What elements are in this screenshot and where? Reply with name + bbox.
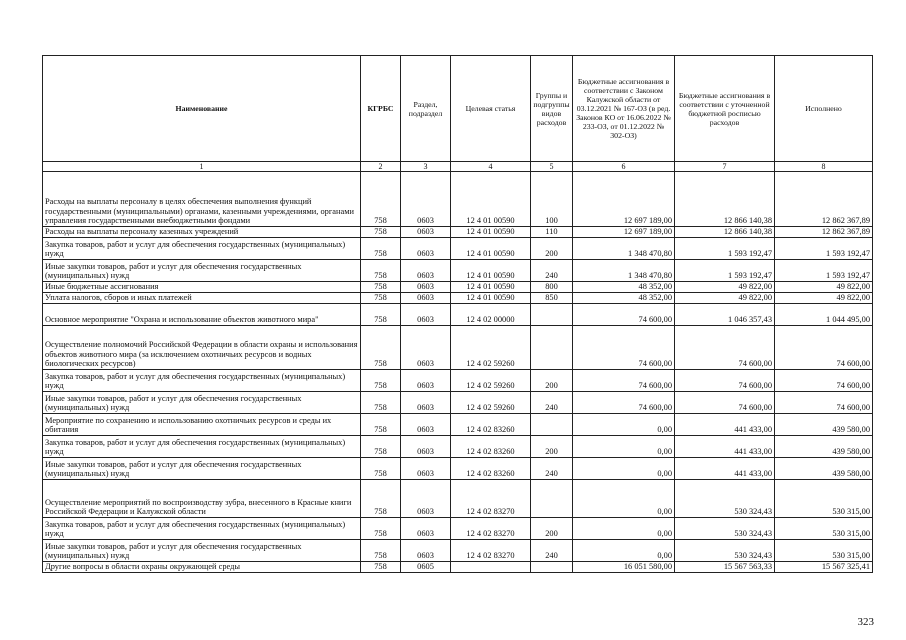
column-number-row (43, 162, 873, 172)
row-refined: 74 600,00 (675, 392, 775, 414)
column-number: 1 (43, 162, 361, 172)
row-executed: 74 600,00 (775, 326, 873, 370)
row-kgrbs: 758 (361, 293, 401, 304)
row-name: Иные закупки товаров, работ и услуг для обеспечения государственных (муниципальных) нужд (43, 260, 361, 282)
row-kgrbs: 758 (361, 172, 401, 227)
column-number: 8 (775, 162, 873, 172)
row-refined: 530 324,43 (675, 480, 775, 518)
row-refined: 12 866 140,38 (675, 172, 775, 227)
table-row (43, 293, 873, 304)
row-executed: 439 580,00 (775, 458, 873, 480)
row-target: 12 4 02 83260 (451, 436, 531, 458)
row-refined: 1 593 192,47 (675, 260, 775, 282)
column-number: 6 (573, 162, 675, 172)
row-target: 12 4 01 00590 (451, 238, 531, 260)
column-number: 5 (531, 162, 573, 172)
header-executed: Исполнено (775, 56, 873, 162)
row-approved: 74 600,00 (573, 392, 675, 414)
row-group (531, 480, 573, 518)
row-refined: 49 822,00 (675, 282, 775, 293)
row-kgrbs: 758 (361, 436, 401, 458)
row-executed: 530 315,00 (775, 480, 873, 518)
table-row (43, 260, 873, 282)
row-name: Осуществление полномочий Российской Федерации в области охраны и использования объектов животного мира (за исключением охотничьих ресурсов и водных биологических ресурсов) (43, 326, 361, 370)
row-approved: 12 697 189,00 (573, 227, 675, 238)
row-refined: 530 324,43 (675, 518, 775, 540)
row-executed: 1 593 192,47 (775, 260, 873, 282)
row-group: 200 (531, 518, 573, 540)
row-name: Закупка товаров, работ и услуг для обеспечения государственных (муниципальных) нужд (43, 518, 361, 540)
page-number: 323 (857, 616, 874, 628)
row-group: 200 (531, 370, 573, 392)
row-section: 0603 (401, 293, 451, 304)
table-row (43, 436, 873, 458)
row-approved: 0,00 (573, 414, 675, 436)
row-group: 200 (531, 238, 573, 260)
table-row (43, 304, 873, 326)
row-name: Иные закупки товаров, работ и услуг для обеспечения государственных (муниципальных) нужд (43, 540, 361, 562)
row-kgrbs: 758 (361, 562, 401, 573)
row-target: 12 4 02 59260 (451, 370, 531, 392)
row-name: Мероприятие по сохранению и использованию охотничьих ресурсов и среды их обитания (43, 414, 361, 436)
row-approved: 1 348 470,80 (573, 238, 675, 260)
table-row (43, 392, 873, 414)
row-executed: 1 044 495,00 (775, 304, 873, 326)
row-executed: 15 567 325,41 (775, 562, 873, 573)
row-kgrbs: 758 (361, 282, 401, 293)
column-number: 7 (675, 162, 775, 172)
row-section: 0605 (401, 562, 451, 573)
row-target: 12 4 01 00590 (451, 282, 531, 293)
header-refined: Бюджетные ассигнования в соответствии с уточненной бюджетной росписью расходов (675, 56, 775, 162)
row-name: Расходы на выплаты персоналу в целях обеспечения выполнения функций государственными (муниципальными) органами, казенными учреждениями, органами управления государственными внебюджетными фондами (43, 172, 361, 227)
row-target: 12 4 02 83270 (451, 480, 531, 518)
row-approved: 0,00 (573, 480, 675, 518)
row-approved: 0,00 (573, 458, 675, 480)
column-number: 3 (401, 162, 451, 172)
row-target: 12 4 02 83270 (451, 518, 531, 540)
row-section: 0603 (401, 540, 451, 562)
row-name: Закупка товаров, работ и услуг для обеспечения государственных (муниципальных) нужд (43, 370, 361, 392)
row-section: 0603 (401, 238, 451, 260)
row-executed: 49 822,00 (775, 282, 873, 293)
header-target: Целевая статья (451, 56, 531, 162)
row-group: 100 (531, 172, 573, 227)
row-section: 0603 (401, 480, 451, 518)
row-target: 12 4 01 00590 (451, 172, 531, 227)
row-name: Другие вопросы в области охраны окружающей среды (43, 562, 361, 573)
row-target: 12 4 01 00590 (451, 293, 531, 304)
row-approved: 0,00 (573, 518, 675, 540)
row-executed: 74 600,00 (775, 392, 873, 414)
row-kgrbs: 758 (361, 304, 401, 326)
row-section: 0603 (401, 282, 451, 293)
row-section: 0603 (401, 414, 451, 436)
row-refined: 1 046 357,43 (675, 304, 775, 326)
row-executed: 1 593 192,47 (775, 238, 873, 260)
table-row (43, 227, 873, 238)
row-approved: 1 348 470,80 (573, 260, 675, 282)
row-name: Закупка товаров, работ и услуг для обеспечения государственных (муниципальных) нужд (43, 238, 361, 260)
row-executed: 49 822,00 (775, 293, 873, 304)
table-row (43, 238, 873, 260)
row-target: 12 4 02 59260 (451, 326, 531, 370)
row-kgrbs: 758 (361, 392, 401, 414)
row-section: 0603 (401, 260, 451, 282)
row-section: 0603 (401, 458, 451, 480)
row-name: Расходы на выплаты персоналу казенных учреждений (43, 227, 361, 238)
row-section: 0603 (401, 172, 451, 227)
column-number: 4 (451, 162, 531, 172)
row-approved: 48 352,00 (573, 282, 675, 293)
row-approved: 0,00 (573, 540, 675, 562)
row-refined: 441 433,00 (675, 414, 775, 436)
row-name: Закупка товаров, работ и услуг для обеспечения государственных (муниципальных) нужд (43, 436, 361, 458)
row-kgrbs: 758 (361, 480, 401, 518)
row-name: Уплата налогов, сборов и иных платежей (43, 293, 361, 304)
row-kgrbs: 758 (361, 540, 401, 562)
row-executed: 12 862 367,89 (775, 227, 873, 238)
table-row (43, 562, 873, 573)
row-name: Основное мероприятие "Охрана и использование объектов животного мира" (43, 304, 361, 326)
table-row (43, 458, 873, 480)
row-section: 0603 (401, 518, 451, 540)
row-kgrbs: 758 (361, 238, 401, 260)
row-approved: 74 600,00 (573, 326, 675, 370)
row-section: 0603 (401, 370, 451, 392)
row-approved: 16 051 580,00 (573, 562, 675, 573)
row-approved: 48 352,00 (573, 293, 675, 304)
row-refined: 49 822,00 (675, 293, 775, 304)
row-target: 12 4 02 83260 (451, 458, 531, 480)
row-refined: 12 866 140,38 (675, 227, 775, 238)
table-row (43, 414, 873, 436)
row-group: 200 (531, 436, 573, 458)
row-group: 240 (531, 260, 573, 282)
row-refined: 530 324,43 (675, 540, 775, 562)
row-section: 0603 (401, 304, 451, 326)
table-body (43, 172, 873, 573)
row-target: 12 4 02 83270 (451, 540, 531, 562)
table-row (43, 518, 873, 540)
row-name: Иные бюджетные ассигнования (43, 282, 361, 293)
header-row (43, 56, 873, 162)
table-row (43, 172, 873, 227)
table-row (43, 370, 873, 392)
row-executed: 439 580,00 (775, 436, 873, 458)
row-refined: 74 600,00 (675, 370, 775, 392)
row-approved: 74 600,00 (573, 370, 675, 392)
row-executed: 12 862 367,89 (775, 172, 873, 227)
row-target: 12 4 01 00590 (451, 260, 531, 282)
header-approved: Бюджетные ассигнования в соответствии с Законом Калужской области от 03.12.2021 № 167-ОЗ (в ред. Законов КО от 16.06.2022 № 233-ОЗ, от 01.12.2022 № 302-ОЗ) (573, 56, 675, 162)
row-refined: 15 567 563,33 (675, 562, 775, 573)
row-executed: 74 600,00 (775, 370, 873, 392)
row-approved: 74 600,00 (573, 304, 675, 326)
row-target: 12 4 02 59260 (451, 392, 531, 414)
row-kgrbs: 758 (361, 227, 401, 238)
row-group: 850 (531, 293, 573, 304)
row-kgrbs: 758 (361, 518, 401, 540)
row-group (531, 304, 573, 326)
row-section: 0603 (401, 392, 451, 414)
header-name: Наименование (43, 56, 361, 162)
row-kgrbs: 758 (361, 326, 401, 370)
row-refined: 441 433,00 (675, 436, 775, 458)
row-name: Иные закупки товаров, работ и услуг для обеспечения государственных (муниципальных) нужд (43, 458, 361, 480)
table-row (43, 540, 873, 562)
row-name: Осуществление мероприятий по воспроизводству зубра, внесенного в Красные книги Российской Федерации и Калужской области (43, 480, 361, 518)
table-row (43, 480, 873, 518)
row-kgrbs: 758 (361, 260, 401, 282)
row-group: 110 (531, 227, 573, 238)
table-row (43, 282, 873, 293)
row-refined: 441 433,00 (675, 458, 775, 480)
row-group (531, 326, 573, 370)
column-number: 2 (361, 162, 401, 172)
row-target: 12 4 01 00590 (451, 227, 531, 238)
header-groups: Группы и подгруппы видов расходов (531, 56, 573, 162)
row-group: 240 (531, 458, 573, 480)
row-group (531, 562, 573, 573)
row-section: 0603 (401, 436, 451, 458)
row-executed: 439 580,00 (775, 414, 873, 436)
row-target: 12 4 02 83260 (451, 414, 531, 436)
row-target (451, 562, 531, 573)
row-approved: 12 697 189,00 (573, 172, 675, 227)
row-kgrbs: 758 (361, 370, 401, 392)
row-group (531, 414, 573, 436)
header-kgrbs: КГРБС (361, 56, 401, 162)
row-group: 240 (531, 540, 573, 562)
row-section: 0603 (401, 227, 451, 238)
row-target: 12 4 02 00000 (451, 304, 531, 326)
row-refined: 1 593 192,47 (675, 238, 775, 260)
row-kgrbs: 758 (361, 414, 401, 436)
row-section: 0603 (401, 326, 451, 370)
row-name: Иные закупки товаров, работ и услуг для обеспечения государственных (муниципальных) нужд (43, 392, 361, 414)
header-section: Раздел, подраздел (401, 56, 451, 162)
row-refined: 74 600,00 (675, 326, 775, 370)
row-approved: 0,00 (573, 436, 675, 458)
row-kgrbs: 758 (361, 458, 401, 480)
row-executed: 530 315,00 (775, 540, 873, 562)
row-executed: 530 315,00 (775, 518, 873, 540)
row-group: 800 (531, 282, 573, 293)
row-group: 240 (531, 392, 573, 414)
budget-table (42, 55, 873, 573)
table-row (43, 326, 873, 370)
